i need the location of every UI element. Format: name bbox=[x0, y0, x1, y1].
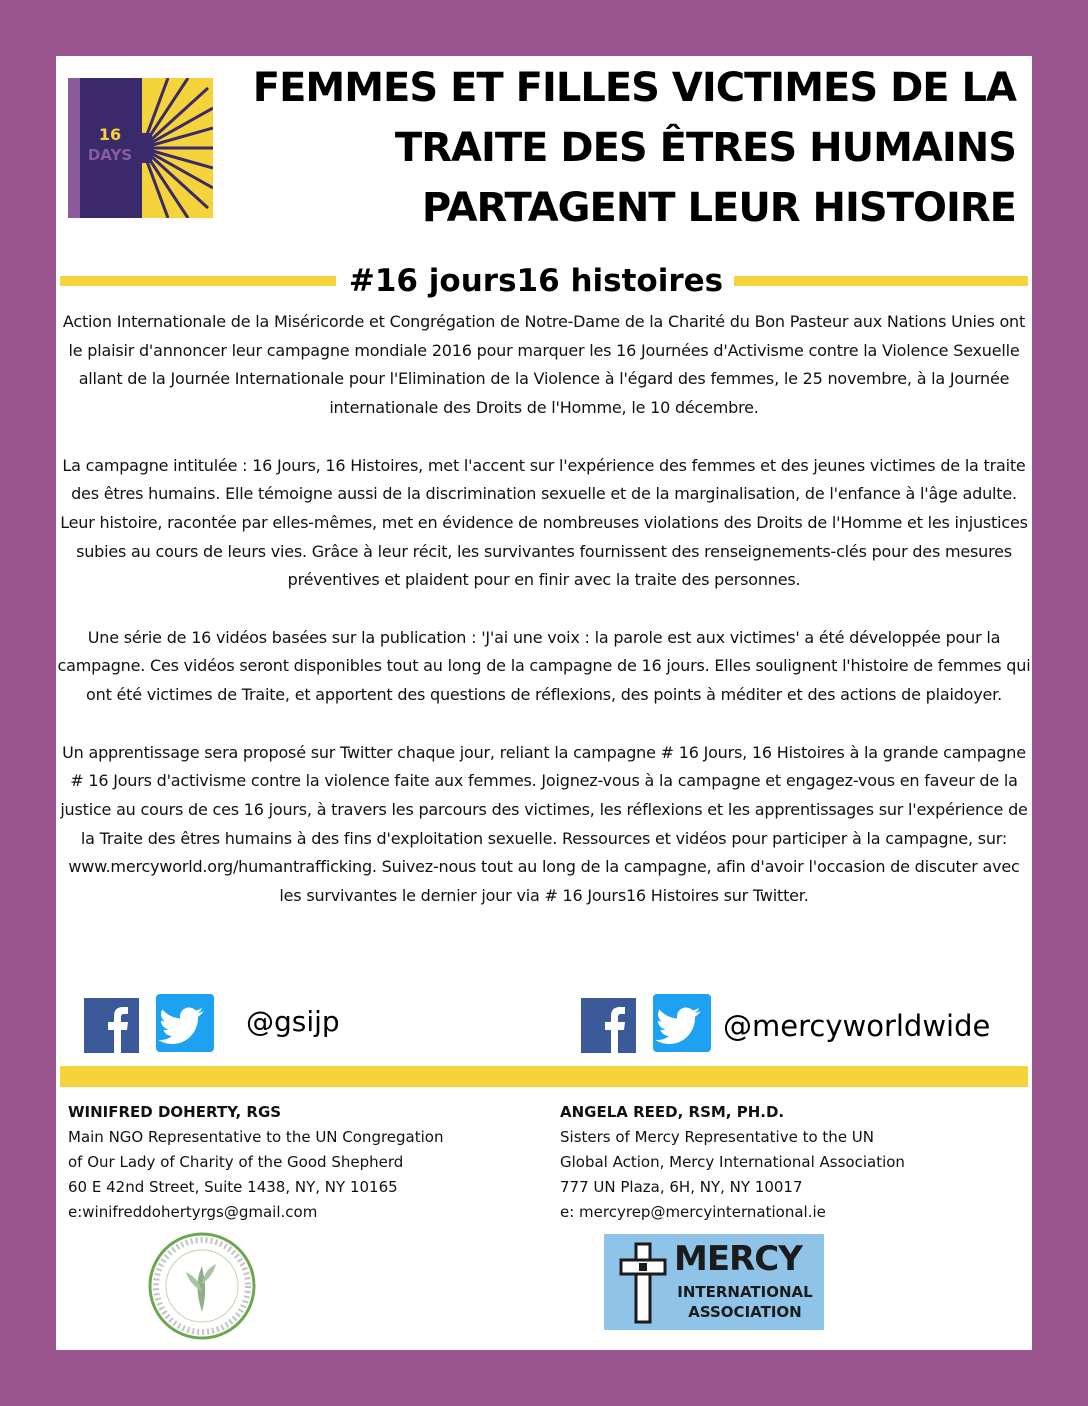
title-line-3: PARTAGENT LEUR HISTOIRE bbox=[421, 185, 1016, 231]
twitter-icon[interactable] bbox=[653, 994, 711, 1052]
contact-line: Global Action, Mercy International Association bbox=[560, 1153, 905, 1171]
footer-divider bbox=[60, 1066, 1028, 1087]
logo-number: 16 bbox=[98, 125, 122, 144]
contact-line: Main NGO Representative to the UN Congregation bbox=[68, 1128, 444, 1146]
social-gsijp bbox=[84, 994, 384, 1056]
social-handle-gsijp[interactable]: @gsijp bbox=[246, 1005, 340, 1038]
mercy-logo-word-2: INTERNATIONAL bbox=[677, 1283, 813, 1301]
contact-name: ANGELA REED, RSM, PH.D. bbox=[560, 1103, 785, 1121]
paragraph-2: La campagne intitulée : 16 Jours, 16 Histoires, met l'accent sur l'expérience des femmes et des jeunes victimes de la traite des êtres humains. Elle témoigne aussi de la discrimination sexuelle et de la marginalisation, de l'enfance à l'âge adulte. Leur histoire, racontée par elles-mêmes, met en évidence de nombreuses violations des Droits de l'Homme et les injustices subies au cours de leurs vies. Grâce à leur récit, les survivantes fournissent des renseignements-clés pour des mesures préventives et plaident pour en finir avec la traite des personnes. bbox=[60, 455, 1028, 590]
contact-name: WINIFRED DOHERTY, RGS bbox=[68, 1103, 282, 1121]
mercy-logo-subtitle bbox=[674, 1282, 816, 1322]
contact-email[interactable]: e:winifreddohertyrgs@gmail.com bbox=[68, 1203, 318, 1221]
social-handle-mercyworldwide[interactable]: @mercyworldwide bbox=[723, 1009, 991, 1043]
paragraph-4: Un apprentissage sera proposé sur Twitter chaque jour, reliant la campagne # 16 Jours, 16 Histoires à la grande campagne # 16 Jours d'activisme contre la violence faite aux femmes. Joignez-vous à la campagne et engagez-vous en faveur de la justice au cours de ces 16 jours, à travers les parcours des victimes, les réflexions et les apprentissages sur l'expérience de la Traite des êtres humains à des fins d'exploitation sexuelle. Ressources et vidéos pour participer à la campagne, sur: www.mercyworld.org/humantrafficking. Suivez-nous tout au long de la campagne, afin d'avoir l'occasion de discuter avec les survivantes le dernier jour via # 16 Jours16 Histoires sur Twitter. bbox=[60, 742, 1028, 906]
good-shepherd-seal-logo bbox=[148, 1232, 256, 1340]
title-line-2: TRAITE DES ÊTRES HUMAINS bbox=[394, 125, 1016, 171]
16-days-logo bbox=[68, 78, 213, 218]
twitter-icon[interactable] bbox=[156, 994, 214, 1052]
hashtag-banner bbox=[56, 258, 1032, 304]
divider-right bbox=[734, 276, 1028, 286]
contact-reed bbox=[560, 1100, 1020, 1225]
facebook-icon[interactable] bbox=[581, 998, 636, 1053]
cross-icon bbox=[618, 1240, 668, 1326]
mercy-logo-word: MERCY bbox=[674, 1239, 802, 1279]
page-title bbox=[216, 58, 1016, 238]
body-text bbox=[56, 308, 1032, 939]
title-line-1: FEMMES ET FILLES VICTIMES DE LA bbox=[252, 65, 1016, 111]
contact-email[interactable]: e: mercyrep@mercyinternational.ie bbox=[560, 1203, 826, 1221]
facebook-icon[interactable] bbox=[84, 998, 139, 1053]
paragraph-3: Une série de 16 vidéos basées sur la publication : 'J'ai une voix : la parole est aux victimes' a été développée pour la campagne. Ces vidéos seront disponibles tout au long de la campagne de 16 jours. Elles soulignent l'histoire de femmes qui ont été victimes de Traite, et apportent des questions de réflexions, des points à méditer et des actions de plaidoyer. bbox=[57, 627, 1031, 705]
campaign-hashtag: #16 jours16 histoires bbox=[348, 263, 724, 299]
contact-address: 777 UN Plaza, 6H, NY, NY 10017 bbox=[560, 1178, 803, 1196]
contact-doherty bbox=[68, 1100, 528, 1225]
mercy-international-logo bbox=[604, 1234, 824, 1330]
social-mercyworldwide bbox=[581, 994, 1021, 1056]
mercy-logo-word-3: ASSOCIATION bbox=[688, 1303, 802, 1321]
divider-left bbox=[60, 276, 336, 286]
flyer-page bbox=[56, 56, 1032, 1350]
contact-address: 60 E 42nd Street, Suite 1438, NY, NY 10165 bbox=[68, 1178, 398, 1196]
paragraph-1: Action Internationale de la Miséricorde et Congrégation de Notre-Dame de la Charité du Bon Pasteur aux Nations Unies ont le plaisir d'annoncer leur campagne mondiale 2016 pour marquer les 16 Journées d'Activisme contre la Violence Sexuelle allant de la Journée Internationale pour l'Elimination de la Violence à l'égard des femmes, le 25 novembre, à la Journée internationale des Droits de l'Homme, le 10 décembre. bbox=[62, 312, 1026, 418]
logo-word: DAYS bbox=[87, 146, 133, 164]
contact-line: Sisters of Mercy Representative to the UN bbox=[560, 1128, 875, 1146]
contact-line: of Our Lady of Charity of the Good Shepherd bbox=[68, 1153, 404, 1171]
